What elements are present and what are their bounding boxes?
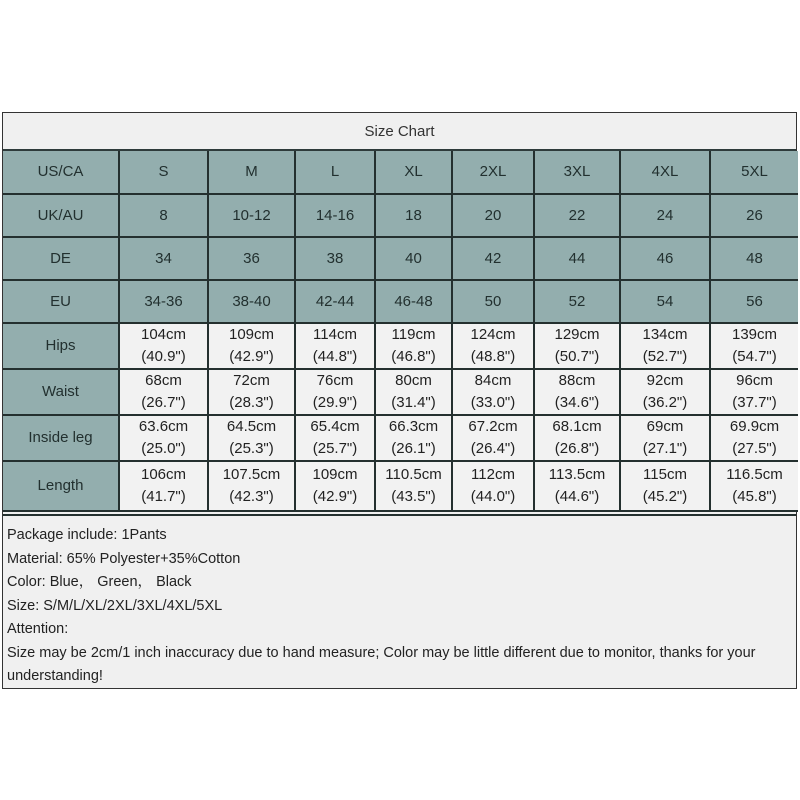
table-row-us-ca	[3, 151, 798, 194]
row-label: Hips	[3, 323, 119, 369]
value-cm: 104cm	[140, 326, 187, 343]
row-label: UK/AU	[3, 194, 119, 237]
measurement-cell	[375, 369, 452, 415]
measurement-cell	[710, 369, 798, 415]
value-inch: (54.7")	[732, 348, 777, 365]
value-cm: 88cm	[558, 372, 596, 389]
value-inch: (42.9")	[312, 488, 358, 505]
conversion-cell: 38	[295, 237, 375, 280]
measurement-cell	[710, 415, 798, 461]
value-inch: (45.8")	[732, 488, 777, 505]
conversion-cell: 38-40	[208, 280, 295, 323]
measurement-cell	[452, 323, 534, 369]
value-inch: (25.7")	[312, 440, 358, 457]
size-header-cell: M	[208, 151, 295, 194]
value-cm: 65.4cm	[310, 418, 360, 435]
value-inch: (42.3")	[229, 488, 274, 505]
value-inch: (50.7")	[554, 348, 600, 365]
table-row-measurement	[3, 461, 798, 511]
value-cm: 67.2cm	[468, 418, 518, 435]
value-inch: (26.8")	[554, 440, 600, 457]
conversion-cell: 54	[620, 280, 710, 323]
size-header-cell: 2XL	[452, 151, 534, 194]
value-inch: (37.7")	[732, 394, 777, 411]
conversion-cell: 18	[375, 194, 452, 237]
value-inch: (25.0")	[141, 440, 186, 457]
value-inch: (46.8")	[391, 348, 436, 365]
table-row-conversion	[3, 237, 798, 280]
value-inch: (44.0")	[470, 488, 516, 505]
value-cm: 84cm	[474, 372, 512, 389]
measurement-cell	[119, 323, 208, 369]
conversion-cell: 14-16	[295, 194, 375, 237]
note-size: Size: S/M/L/XL/2XL/3XL/4XL/5XL	[7, 597, 223, 614]
conversion-cell: 24	[620, 194, 710, 237]
measurement-cell	[620, 323, 710, 369]
conversion-cell: 22	[534, 194, 620, 237]
value-cm: 110.5cm	[385, 466, 442, 483]
conversion-cell: 46	[620, 237, 710, 280]
value-cm: 107.5cm	[222, 466, 281, 483]
row-label: Inside leg	[3, 415, 119, 461]
table-row-conversion	[3, 280, 798, 323]
value-inch: (41.7")	[141, 488, 186, 505]
product-notes	[3, 514, 796, 689]
measurement-cell	[452, 369, 534, 415]
conversion-cell: 26	[710, 194, 798, 237]
conversion-cell: 34-36	[119, 280, 208, 323]
size-header-cell: L	[295, 151, 375, 194]
row-label: EU	[3, 280, 119, 323]
measurement-cell	[620, 461, 710, 511]
value-cm: 129cm	[554, 326, 600, 343]
value-cm: 114cm	[313, 326, 357, 343]
measurement-cell	[208, 323, 295, 369]
measurement-cell	[208, 461, 295, 511]
value-inch: (31.4")	[391, 394, 436, 411]
note-material: Material: 65% Polyester+35%Cotton	[7, 550, 241, 567]
value-inch: (44.6")	[554, 488, 600, 505]
measurement-cell	[534, 415, 620, 461]
value-cm: 115cm	[643, 466, 687, 483]
value-cm: 124cm	[470, 326, 516, 343]
conversion-cell: 46-48	[375, 280, 452, 323]
value-inch: (26.4")	[470, 440, 516, 457]
measurement-cell	[295, 323, 375, 369]
table-row-measurement	[3, 323, 798, 369]
measurement-cell	[452, 461, 534, 511]
value-cm: 80cm	[395, 372, 432, 389]
conversion-cell: 44	[534, 237, 620, 280]
conversion-cell: 40	[375, 237, 452, 280]
value-inch: (45.2")	[642, 488, 688, 505]
value-inch: (28.3")	[229, 394, 274, 411]
value-cm: 96cm	[736, 372, 773, 389]
measurement-cell	[295, 461, 375, 511]
measurement-cell	[452, 415, 534, 461]
row-label: Length	[3, 461, 119, 511]
conversion-cell: 42	[452, 237, 534, 280]
value-cm: 119cm	[391, 326, 436, 343]
size-header-cell: 3XL	[534, 151, 620, 194]
value-cm: 72cm	[233, 372, 270, 389]
size-chart-title: Size Chart	[3, 113, 796, 151]
measurement-cell	[710, 323, 798, 369]
measurement-cell	[534, 323, 620, 369]
measurement-cell	[208, 369, 295, 415]
measurement-cell	[620, 369, 710, 415]
value-inch: (25.3")	[229, 440, 274, 457]
value-inch: (26.1")	[391, 440, 436, 457]
value-inch: (29.9")	[312, 394, 358, 411]
value-cm: 112cm	[471, 466, 515, 483]
value-cm: 109cm	[312, 466, 358, 483]
size-header-cell: S	[119, 151, 208, 194]
size-chart-table	[3, 151, 798, 512]
value-inch: (36.2")	[642, 394, 688, 411]
note-disclaimer: Size may be 2cm/1 inch inaccuracy due to hand measure; Color may be little different due to monitor, thanks for your understanding!	[7, 644, 756, 684]
value-cm: 64.5cm	[226, 418, 277, 435]
value-inch: (43.5")	[391, 488, 436, 505]
conversion-cell: 52	[534, 280, 620, 323]
value-inch: (48.8")	[470, 348, 516, 365]
conversion-cell: 36	[208, 237, 295, 280]
table-row-measurement	[3, 369, 798, 415]
value-cm: 139cm	[731, 326, 778, 343]
value-cm: 63.6cm	[138, 418, 189, 435]
measurement-cell	[620, 415, 710, 461]
measurement-cell	[534, 369, 620, 415]
measurement-cell	[375, 323, 452, 369]
value-cm: 106cm	[140, 466, 187, 483]
value-inch: (42.9")	[229, 348, 274, 365]
conversion-cell: 34	[119, 237, 208, 280]
value-inch: (26.7")	[141, 394, 186, 411]
value-inch: (34.6")	[554, 394, 600, 411]
size-header-cell: 5XL	[710, 151, 798, 194]
row-label: Waist	[3, 369, 119, 415]
conversion-cell: 8	[119, 194, 208, 237]
measurement-cell	[208, 415, 295, 461]
value-cm: 109cm	[228, 326, 275, 343]
measurement-cell	[119, 461, 208, 511]
value-inch: (33.0")	[470, 394, 516, 411]
conversion-cell: 48	[710, 237, 798, 280]
value-cm: 76cm	[316, 372, 354, 389]
value-cm: 116.5cm	[726, 466, 783, 483]
value-cm: 66.3cm	[388, 418, 439, 435]
row-label: DE	[3, 237, 119, 280]
value-cm: 134cm	[642, 326, 688, 343]
value-cm: 92cm	[646, 372, 684, 389]
value-inch: (44.8")	[312, 348, 358, 365]
measurement-cell	[295, 369, 375, 415]
size-chart-document	[2, 112, 797, 689]
conversion-cell: 42-44	[295, 280, 375, 323]
measurement-cell	[710, 461, 798, 511]
measurement-cell	[375, 415, 452, 461]
note-color: Color: Blue， Green， Black	[7, 574, 192, 590]
note-package: Package include: 1Pants	[7, 527, 167, 543]
measurement-cell	[375, 461, 452, 511]
value-cm: 68.1cm	[552, 418, 602, 435]
row-label: US/CA	[3, 151, 119, 194]
value-inch: (52.7")	[642, 348, 688, 365]
table-row-measurement	[3, 415, 798, 461]
value-cm: 113.5cm	[548, 466, 606, 483]
note-attention: Attention:	[7, 621, 69, 637]
measurement-cell	[295, 415, 375, 461]
table-row-conversion	[3, 194, 798, 237]
value-cm: 69.9cm	[729, 418, 780, 435]
conversion-cell: 50	[452, 280, 534, 323]
value-inch: (40.9")	[141, 348, 186, 365]
measurement-cell	[534, 461, 620, 511]
size-header-cell: XL	[375, 151, 452, 194]
value-inch: (27.5")	[732, 440, 777, 457]
conversion-cell: 20	[452, 194, 534, 237]
measurement-cell	[119, 369, 208, 415]
value-cm: 69cm	[646, 418, 684, 435]
value-inch: (27.1")	[642, 440, 688, 457]
size-header-cell: 4XL	[620, 151, 710, 194]
value-cm: 68cm	[145, 372, 182, 389]
measurement-cell	[119, 415, 208, 461]
conversion-cell: 10-12	[208, 194, 295, 237]
conversion-cell: 56	[710, 280, 798, 323]
